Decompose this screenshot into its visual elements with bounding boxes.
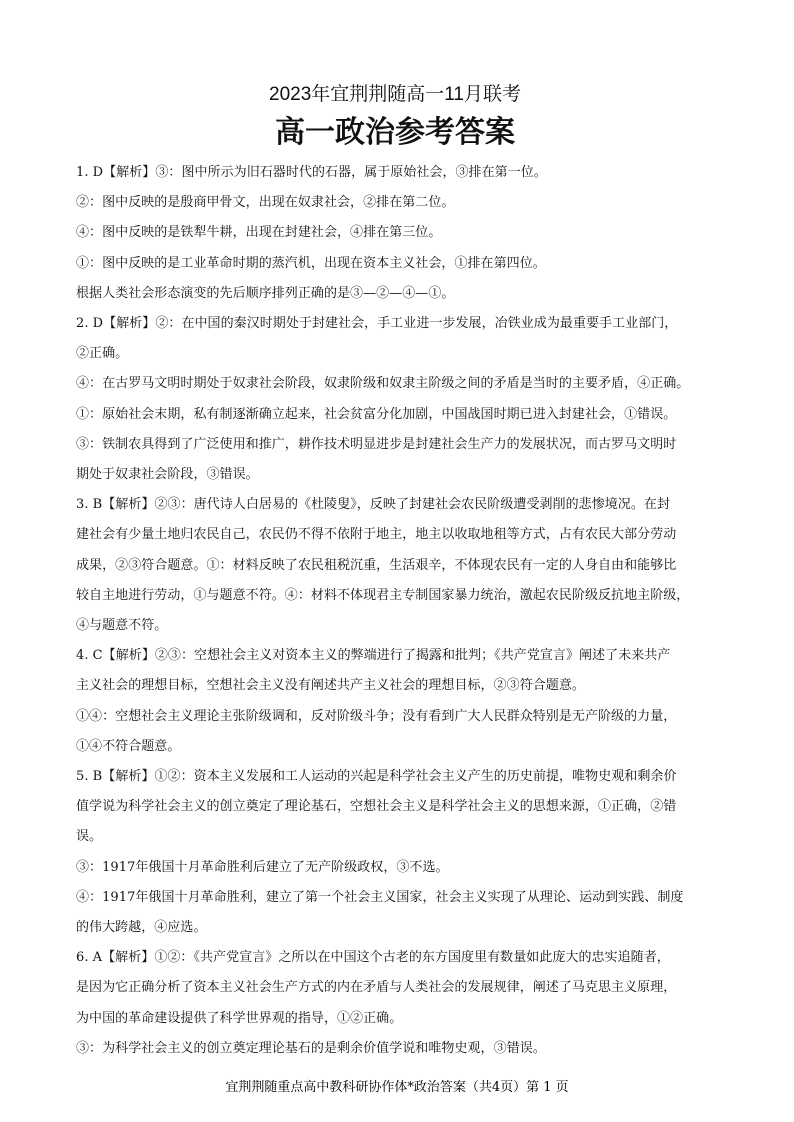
text-line: ④与题意不符。: [76, 618, 168, 634]
text-line: ②正确。: [76, 346, 129, 362]
text-line: ③：为科学社会主义的创立奠定理论基石的是剩余价值学说和唯物史观，③错误。: [76, 1040, 546, 1056]
text-line: 期处于奴隶社会阶段，③错误。: [76, 467, 259, 483]
text-line: 2. D【解析】②：在中国的秦汉时期处于封建社会，手工业进一步发展，冶铁业成为最重要手工业部门，: [76, 316, 678, 332]
text-line: 误。: [76, 829, 103, 845]
text-line: 1. D【解析】③：图中所示为旧石器时代的石器，属于原始社会，③排在第一位。: [76, 165, 547, 180]
text-line: 成果，②③符合题意。①：材料反映了农民租税沉重，生活艰辛，不体现农民有一定的人身自由和能够比: [76, 557, 677, 573]
text-line: ④：在古罗马文明时期处于奴隶社会阶段，奴隶阶级和奴隶主阶级之间的矛盾是当时的主要矛盾，④正确。: [76, 376, 690, 392]
text-line: 的伟大跨越，④应选。: [76, 920, 207, 936]
text-line: ①④：空想社会主义理论主张阶级调和，反对阶级斗争；没有看到广大人民群众特别是无产阶级的力量，: [76, 708, 677, 724]
text-line: ③：1917年俄国十月革命胜利后建立了无产阶级政权，③不选。: [76, 859, 449, 875]
text-line: ①：图中反映的是工业革命时期的蒸汽机，出现在资本主义社会，①排在第四位。: [76, 255, 546, 271]
text-line: 3. B【解析】②③：唐代诗人白居易的《杜陵叟》，反映了封建社会农民阶级遭受剥削的悲惨境况。在封: [76, 497, 670, 513]
text-line: ①④不符合题意。: [76, 738, 181, 754]
text-line: ④：1917年俄国十月革命胜利，建立了第一个社会主义国家，社会主义实现了从理论、运动到实践、制度: [76, 889, 684, 905]
text-line: 根据人类社会形态演变的先后顺序排列正确的是③—②—④—①。: [76, 285, 455, 301]
text-line: 建社会有少量土地归农民自己，农民仍不得不依附于地主，地主以收取地租等方式，占有农民大部分劳动: [76, 527, 677, 543]
answer-body: [76, 158, 714, 1064]
text-line: ①：原始社会末期，私有制逐渐确立起来，社会贫富分化加剧，中国战国时期已进入封建社会，①错误。: [76, 406, 677, 422]
text-line: ②：图中反映的是殷商甲骨文，出现在奴隶社会，②排在第二位。: [76, 195, 455, 211]
text-line: 值学说为科学社会主义的创立奠定了理论基石，空想社会主义是科学社会主义的思想来源，①正确，②错: [76, 799, 677, 815]
exam-subtitle: 2023年宜荆荆随高一11月联考: [269, 84, 521, 105]
text-line: 4. C【解析】②③：空想社会主义对资本主义的弊端进行了揭露和批判；《共产党宣言》阐述了未来共产: [76, 648, 671, 664]
text-line: ③：铁制农具得到了广泛使用和推广，耕作技术明显进步是封建社会生产力的发展状况，而古罗马文明时: [76, 436, 677, 452]
text-line: 较自主地进行劳动，①与题意不符。④：材料不体现君主专制国家暴力统治，激起农民阶级反抗地主阶级，: [76, 587, 690, 603]
text-line: 是因为它正确分析了资本主义社会生产方式的内在矛盾与人类社会的发展规律，阐述了马克思主义原理，: [76, 980, 677, 996]
page-footer: 宜荆荆随重点高中教科研协作体*政治答案（共4页）第 1 页: [225, 1080, 569, 1095]
page-title: 高一政治参考答案: [275, 115, 515, 150]
text-line: 为中国的革命建设提供了科学世界观的指导，①②正确。: [76, 1010, 403, 1026]
text-line: 5. B【解析】①②：资本主义发展和工人运动的兴起是科学社会主义产生的历史前提，唯物史观和剩余价: [76, 769, 677, 785]
text-line: ④：图中反映的是铁犁牛耕，出现在封建社会，④排在第三位。: [76, 225, 442, 241]
text-line: 主义社会的理想目标，空想社会主义没有阐述共产主义社会的理想目标，②③符合题意。: [76, 678, 585, 694]
text-line: 6. A【解析】①②：《共产党宣言》之所以在中国这个古老的东方国度里有数量如此庞大的忠实追随者，: [76, 950, 670, 966]
